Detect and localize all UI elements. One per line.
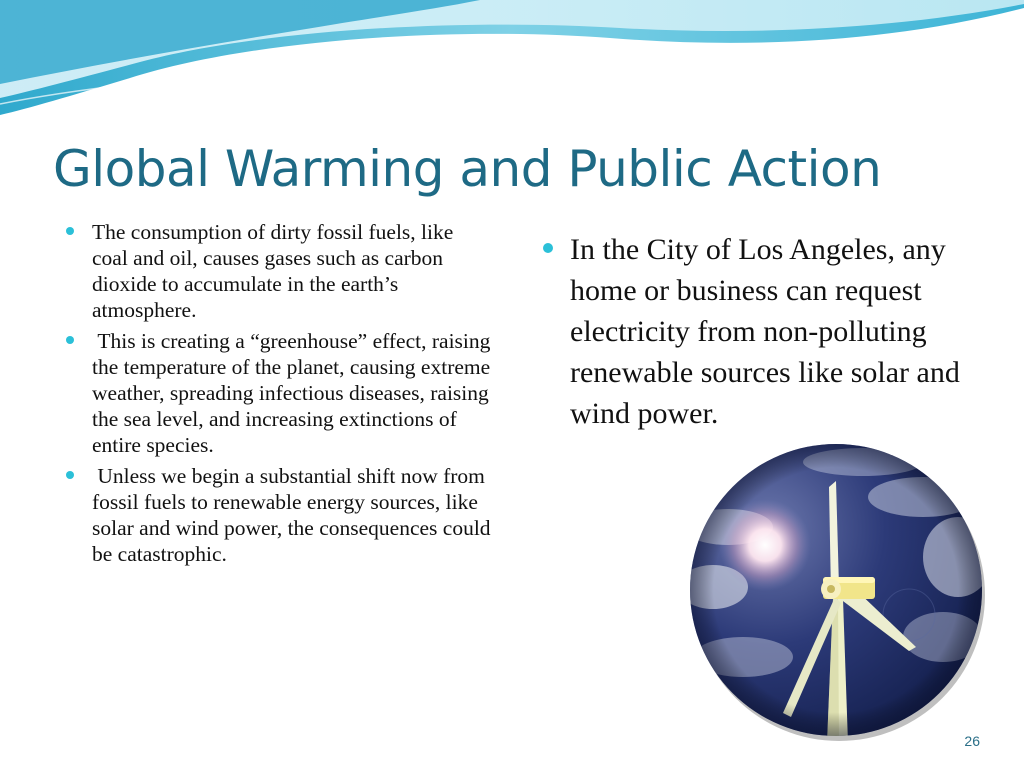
bullet-text: This is creating a “greenhouse” effect, raising the temperature of the planet, causing extreme weather, spreading infectious diseases, raising the sea level, and increasing extinctions of entire species. (92, 329, 496, 457)
bullet-dot-icon (543, 243, 553, 253)
left-bullet-list (64, 219, 494, 572)
slide-title: Global Warming and Public Action (53, 140, 882, 198)
bullet-text: In the City of Los Angeles, any home or business can request electricity from non-polluting renewable sources like solar and wind power. (570, 233, 960, 430)
right-bullet-item (542, 229, 982, 434)
wind-turbine-photo (683, 437, 989, 743)
bullet-dot-icon (66, 336, 74, 344)
bullet-text: The consumption of dirty fossil fuels, like coal and oil, causes gases such as carbon dioxide to accumulate in the earth’s atmosphere. (92, 220, 454, 322)
left-bullet-item (64, 328, 494, 458)
bullet-dot-icon (66, 227, 74, 235)
bullet-dot-icon (66, 471, 74, 479)
left-bullet-item (64, 219, 494, 323)
left-bullet-item (64, 463, 494, 567)
slide-number: 26 (964, 733, 980, 749)
bullet-text: Unless we begin a substantial shift now from fossil fuels to renewable energy sources, like solar and wind power, the consequences could be catastrophic. (92, 464, 496, 566)
right-bullet-list (542, 229, 982, 434)
header-wave-decoration (0, 0, 1024, 120)
